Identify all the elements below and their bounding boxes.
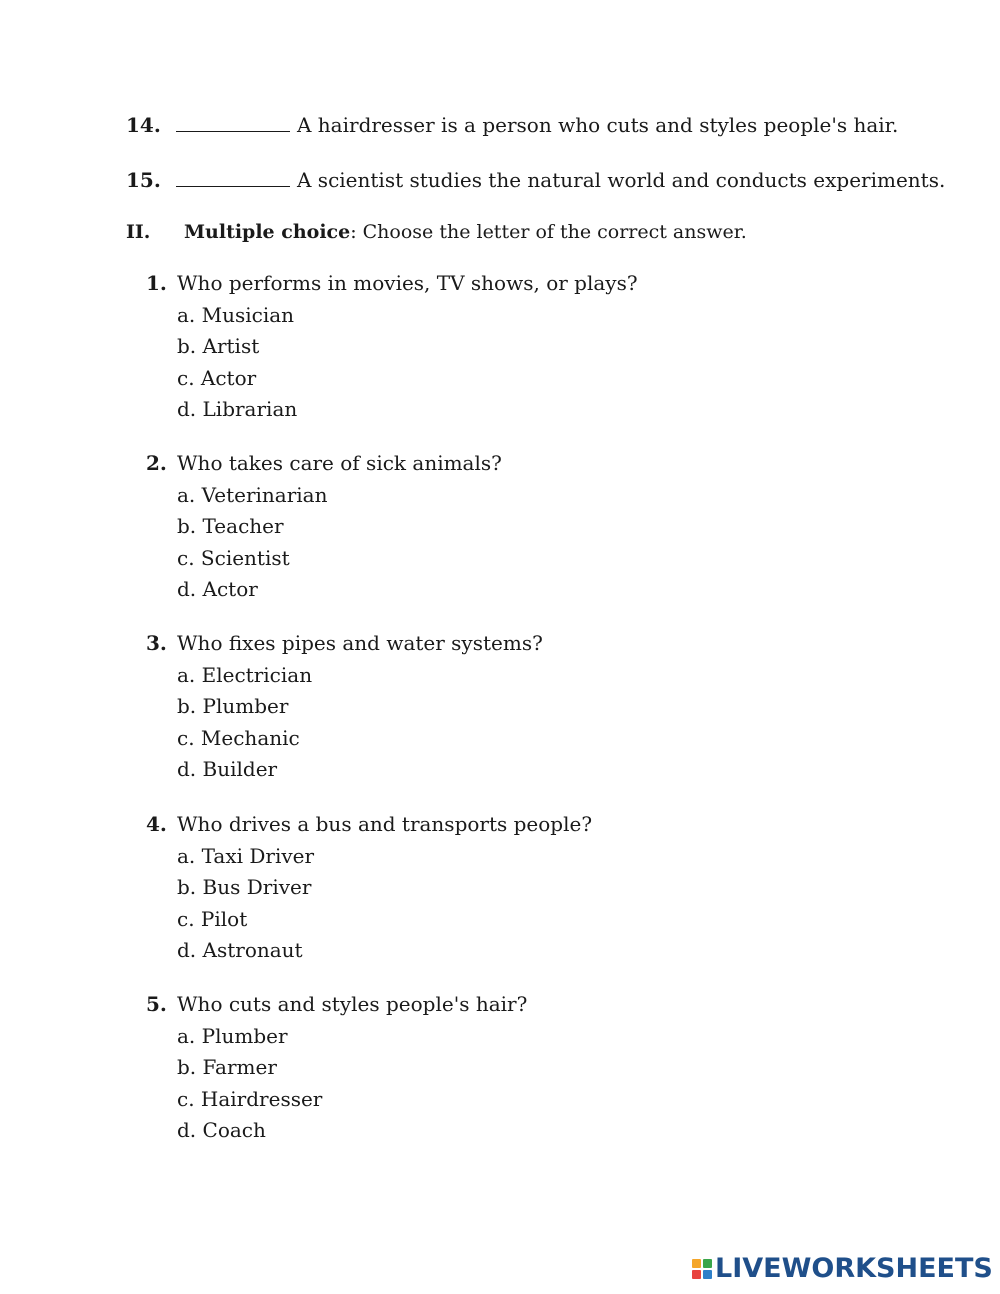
tf-item-14 — [126, 113, 898, 137]
option-c[interactable]: c. Hairdresser — [177, 1086, 323, 1111]
section-heading — [126, 220, 747, 244]
option-b[interactable]: b. Bus Driver — [177, 875, 312, 900]
question-4 — [146, 809, 746, 967]
option-c[interactable]: c. Actor — [177, 365, 257, 390]
question-stem — [146, 989, 746, 1021]
answer-blank[interactable] — [176, 113, 290, 132]
option-d[interactable]: d. Builder — [177, 757, 278, 782]
question-stem — [146, 628, 746, 660]
question-number: 3. — [146, 631, 167, 655]
question-number: 1. — [146, 271, 167, 295]
question-number: 2. — [146, 451, 167, 475]
option-c[interactable]: c. Mechanic — [177, 725, 300, 750]
logo-block — [703, 1259, 712, 1268]
option-b[interactable]: b. Artist — [177, 334, 260, 359]
option-d[interactable]: d. Coach — [177, 1118, 266, 1143]
tf-item-15 — [126, 168, 945, 192]
answer-blank[interactable] — [176, 168, 290, 187]
option-b[interactable]: b. Farmer — [177, 1055, 277, 1080]
section-instruction: : Choose the letter of the correct answer. — [350, 221, 747, 243]
question-5 — [146, 989, 746, 1147]
question-text: Who drives a bus and transports people? — [177, 812, 593, 836]
option-d[interactable]: d. Actor — [177, 577, 258, 602]
question-stem — [146, 809, 746, 841]
section-title: Multiple choice — [184, 221, 351, 243]
option-a[interactable]: a. Taxi Driver — [177, 843, 315, 868]
logo-blocks-icon — [692, 1259, 712, 1279]
option-a[interactable]: a. Veterinarian — [177, 482, 328, 507]
option-d[interactable]: d. Librarian — [177, 397, 298, 422]
logo-block — [692, 1259, 701, 1268]
tf-item-number: 14. — [126, 113, 161, 137]
question-text: Who takes care of sick animals? — [177, 451, 502, 475]
option-d[interactable]: d. Astronaut — [177, 938, 303, 963]
question-number: 4. — [146, 812, 167, 836]
tf-item-number: 15. — [126, 168, 161, 192]
question-number: 5. — [146, 992, 167, 1016]
question-stem — [146, 448, 746, 480]
tf-item-text: A hairdresser is a person who cuts and styles people's hair. — [297, 113, 899, 137]
option-b[interactable]: b. Plumber — [177, 694, 289, 719]
question-1 — [146, 268, 746, 426]
logo-block — [703, 1270, 712, 1279]
brand-name: LIVEWORKSHEETS — [715, 1253, 993, 1284]
logo-block — [692, 1270, 701, 1279]
question-3 — [146, 628, 746, 786]
option-c[interactable]: c. Scientist — [177, 545, 290, 570]
option-b[interactable]: b. Teacher — [177, 514, 284, 539]
question-2 — [146, 448, 746, 606]
tf-item-text: A scientist studies the natural world and conducts experiments. — [297, 168, 946, 192]
option-a[interactable]: a. Electrician — [177, 662, 313, 687]
liveworksheets-logo — [692, 1254, 993, 1284]
option-a[interactable]: a. Plumber — [177, 1023, 288, 1048]
question-stem — [146, 268, 746, 300]
option-c[interactable]: c. Pilot — [177, 906, 248, 931]
question-text: Who cuts and styles people's hair? — [177, 992, 528, 1016]
question-text: Who fixes pipes and water systems? — [177, 631, 543, 655]
question-text: Who performs in movies, TV shows, or plays? — [177, 271, 638, 295]
section-numeral: II. — [126, 221, 151, 243]
option-a[interactable]: a. Musician — [177, 302, 295, 327]
